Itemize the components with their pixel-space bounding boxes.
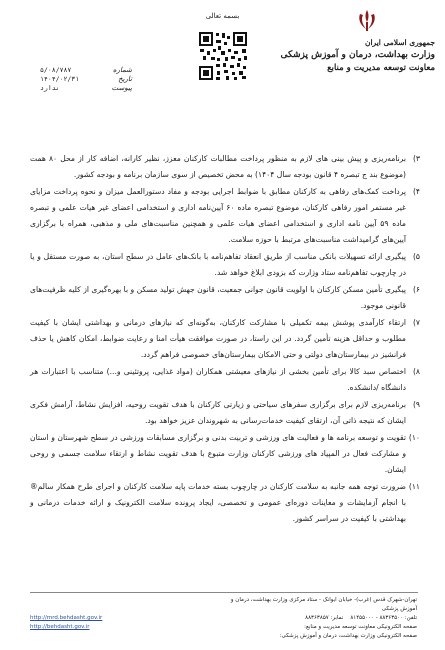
qr-code bbox=[197, 30, 249, 82]
footer-divider bbox=[30, 592, 418, 593]
list-item bbox=[30, 364, 420, 396]
ministry-header bbox=[280, 36, 435, 75]
list-item bbox=[30, 430, 420, 478]
item-number: ۱۱) bbox=[408, 482, 420, 491]
list-item bbox=[30, 249, 420, 281]
footer-link-behdasht[interactable]: http://behdasht.gov.ir bbox=[30, 624, 90, 630]
number-row bbox=[40, 66, 132, 75]
item-number: ۶) bbox=[412, 285, 420, 294]
footer-address: تهران-شهرک قدس (غرب)- خیابان ایوانک - ستاد مرکزی وزارت بهداشت، درمان و آموزش پزشکی bbox=[230, 597, 417, 612]
footer-links bbox=[30, 596, 190, 632]
item-number: ۴) bbox=[412, 187, 420, 196]
list-item bbox=[30, 315, 420, 363]
attachment-row bbox=[40, 84, 132, 93]
list-item bbox=[30, 282, 420, 314]
item-number: ۸) bbox=[412, 367, 420, 376]
date-value: ۱۴۰۴/۰۲/۳۱ bbox=[40, 75, 80, 83]
item-text: پیگیری تأمین مسکن کارکنان با اولویت قانون جوانی جمعیت، قانون جهش تولید مسکن و با بهره‌گیری از کلیه ظرفیت‌های قانونی موجود. bbox=[30, 285, 406, 310]
item-text: ضرورت توجه همه جانبه به سلامت کارکنان در چارچوب بسته خدمات پایه سلامت کارکنان و اجرای طرح همکار سالم® با انجام آزمایشات و معاینات دوره‌ای عمومی و تخصصی، ایجاد پرونده سلامت الکترونیک و ارائه خدمات درمانی و بهداشتی با کیفیت در سراسر کشور. bbox=[30, 482, 406, 523]
number-label: شماره bbox=[112, 66, 132, 74]
footer-contact bbox=[217, 596, 417, 641]
item-text: برنامه‌ریزی و پیش بینی های لازم به منظور پرداخت مطالبات کارکنان معزز، نظیر کارانه، اضافه کار از محل ۸۰ همت (موضوع بند ج تبصره ۴ قانون بودجه سال ۱۴۰۴) به محض تخصیص از سوی سازمان برنامه و بودجه کشور. bbox=[30, 154, 406, 179]
footer-link-mrd[interactable]: http://mrd.behdasht.gov.ir bbox=[30, 615, 103, 621]
deputy-name: معاونت توسعه مدیریت و منابع bbox=[327, 63, 435, 73]
list-item bbox=[30, 151, 420, 183]
item-number: ۷) bbox=[412, 318, 420, 327]
item-number: ۹) bbox=[412, 400, 420, 409]
list-item bbox=[30, 184, 420, 248]
item-number: ۱۰) bbox=[408, 433, 420, 442]
letter-body bbox=[30, 151, 420, 528]
list-item bbox=[30, 479, 420, 527]
footer-portal-label-1: صفحه الکترونیکی معاونت توسعه مدیریت و منابع: bbox=[304, 624, 417, 630]
item-text: پیگیری ارائه تسهیلات بانکی مناسب از طریق انعقاد تفاهم‌نامه با بانک‌های عامل در سطح استان، به صورت مستقل و یا در چارچوب تفاهم‌نامه ستاد وزارت که بزودی ابلاغ خواهد شد. bbox=[30, 252, 406, 277]
date-row bbox=[40, 75, 132, 84]
item-text: برنامه‌ریزی لازم برای برگزاری سفرهای سیاحتی و زیارتی کارکنان با هدف تقویت روحیه، افزایش نشاط، آرامش فکری ایشان که نتیجه ذاتی آن، ارتقای کیفیت خدمات‌رسانی به شهروندان عزیز خواهد بود. bbox=[30, 400, 406, 425]
number-value: ۵/۰۸/۷۸۷ bbox=[40, 66, 72, 74]
ministry-name: وزارت بهداشت، درمان و آموزش پزشکی bbox=[280, 50, 435, 60]
date-label: تاریخ bbox=[118, 75, 132, 83]
item-text: تقویت و توسعه برنامه ها و فعالیت های ورزشی و تربیت بدنی و برگزاری مسابقات ورزشی در سطح شهرستان و استان و مشارکت فعال در المپیاد های ورزشی کارکنان وزارت متبوع با هدف تقویت نشاط و ارتقاء سلامت جسمی و روحی ایشان. bbox=[30, 433, 406, 474]
footer-phone-fax bbox=[217, 614, 417, 623]
item-number: ۵) bbox=[412, 252, 420, 261]
country-name: جمهوری اسلامی ایران bbox=[364, 38, 435, 47]
item-number: ۳) bbox=[412, 154, 420, 163]
attachment-value: ندارد bbox=[40, 84, 60, 92]
footer-portal-label-2: صفحه الکترونیکی وزارت بهداشت، درمان و آموزش پزشکی: bbox=[279, 633, 417, 639]
item-text: ارتقاء کارآمدی پوشش بیمه تکمیلی با مشارکت کارکنان، به‌گونه‌ای که نیازهای درمانی و بهداشتی ایشان با کیفیت مطلوب و حداقل هزینه تأمین گردد. در این راستا، در صورت موافقت هیأت امنا و رعایت ضوابط، امکان کاهش یا حذف فرانشیز در بیمارستان‌های دولتی و حتی الامکان بیمارستان‌های خصوصی فراهم گردد. bbox=[30, 318, 406, 359]
iran-emblem-logo bbox=[354, 8, 380, 34]
list-item bbox=[30, 397, 420, 429]
letter-meta bbox=[40, 66, 132, 93]
item-text: پرداخت کمک‌های رفاهی به کارکنان مطابق با ضوابط اجرایی بودجه و مفاد دستورالعمل میزان و نحوه پرداخت مزایای غیر مستمر امور رفاهی کارکنان، موضوع تبصره ماده ۶۰ آیین‌نامه اداری و استخدامی اعضای غیر هیات علمی و تبصره ماده ۵۹ آیین نامه اداری و استخدامی اعضای هیات علمی و همچنین مناسبت‌های ملی و مذهبی، همراه با برگزاری آیین‌های گرامیداشت مناسبت‌های مرتبط با حوزه سلامت. bbox=[30, 187, 407, 244]
footer-phone: تلفن: ۸۸۳۶۳۵۰۰ - ۸۱۴۵۵۰۰۰ bbox=[350, 615, 417, 621]
attachment-label: پیوست bbox=[111, 84, 132, 92]
footer-fax: نمابر: ۸۸۳۶۳۸۵۷ bbox=[305, 615, 344, 621]
bismillah-heading: بسمه تعالی bbox=[205, 12, 240, 20]
item-text: اختصاص سبد کالا برای تأمین بخشی از نیازهای معیشتی همکاران (مواد غذایی، پروتئینی و...) متناسب با اعتبارات هر دانشگاه /دانشکده. bbox=[30, 367, 406, 392]
